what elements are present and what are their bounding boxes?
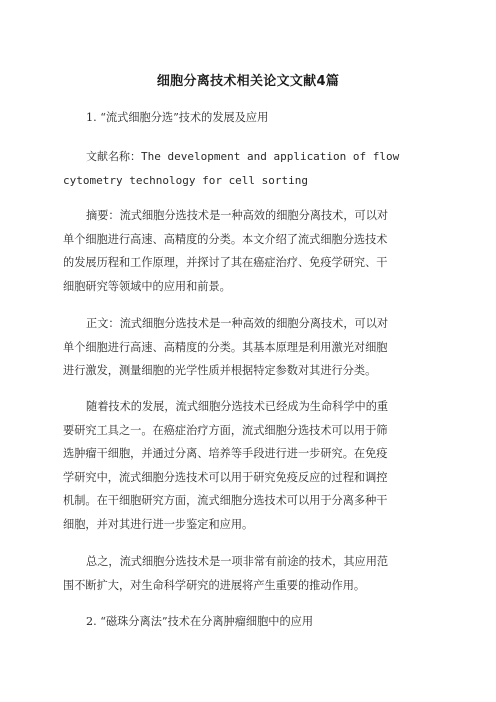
section-1-heading-block — [63, 106, 435, 130]
conclusion-line: 围不断扩大，对生命科学研究的进展将产生重要的推动作用。 — [63, 578, 366, 592]
conclusion-line: 总之，流式细胞分选技术是一项非常有前途的技术，其应用范 — [86, 555, 389, 568]
body-paragraph-1 — [63, 312, 435, 383]
section-1-heading: 1. “流式细胞分选”技术的发展及应用 — [86, 111, 269, 124]
literature-name-line-2: cytometry technology for cell sorting — [63, 173, 309, 187]
abstract-line: 细胞研究等领域中的应用和前景。 — [63, 279, 231, 293]
body-line: 随着技术的发展，流式细胞分选技术已经成为生命科学中的重 — [86, 400, 389, 413]
body-line: 单个细胞进行高速、高精度的分类。其基本原理是利用激光对细胞 — [63, 340, 388, 354]
body-line: 要研究工具之一。在癌症治疗方面，流式细胞分选技术可以用于筛 — [63, 423, 388, 437]
literature-name-paragraph — [63, 145, 435, 192]
abstract-line: 摘要：流式细胞分选技术是一种高效的细胞分离技术，可以对 — [86, 209, 389, 222]
body-paragraph-2 — [63, 395, 435, 536]
body-line: 选肿瘤干细胞，并通过分离、培养等手段进行进一步研究。在免疫 — [63, 447, 388, 460]
literature-name-line-1: 文献名称：The development and application of flow — [86, 150, 400, 163]
conclusion-paragraph — [63, 550, 435, 597]
body-line: 学研究中，流式细胞分选技术可以用于研究免疫反应的过程和调控 — [63, 470, 388, 484]
body-line: 进行激发，测量细胞的光学性质并根据特定参数对其进行分类。 — [63, 364, 377, 377]
document-title: 细胞分离技术相关论文文献4篇 — [156, 74, 340, 89]
section-2-heading: 2. “磁珠分离法”技术在分离肿瘤细胞中的应用 — [86, 615, 314, 628]
body-line: 正文：流式细胞分选技术是一种高效的细胞分离技术，可以对 — [86, 317, 389, 330]
section-2-heading-block — [63, 610, 435, 634]
abstract-line: 单个细胞进行高速、高精度的分类。本文介绍了流式细胞分选技术 — [63, 232, 388, 246]
abstract-line: 的发展历程和工作原理，并探讨了其在癌症治疗、免疫学研究、干 — [63, 256, 388, 269]
body-line: 机制。在干细胞研究方面，流式细胞分选技术可以用于分离多种干 — [63, 494, 388, 507]
body-line: 细胞，并对其进行进一步鉴定和应用。 — [63, 517, 254, 531]
abstract-paragraph — [63, 204, 435, 298]
